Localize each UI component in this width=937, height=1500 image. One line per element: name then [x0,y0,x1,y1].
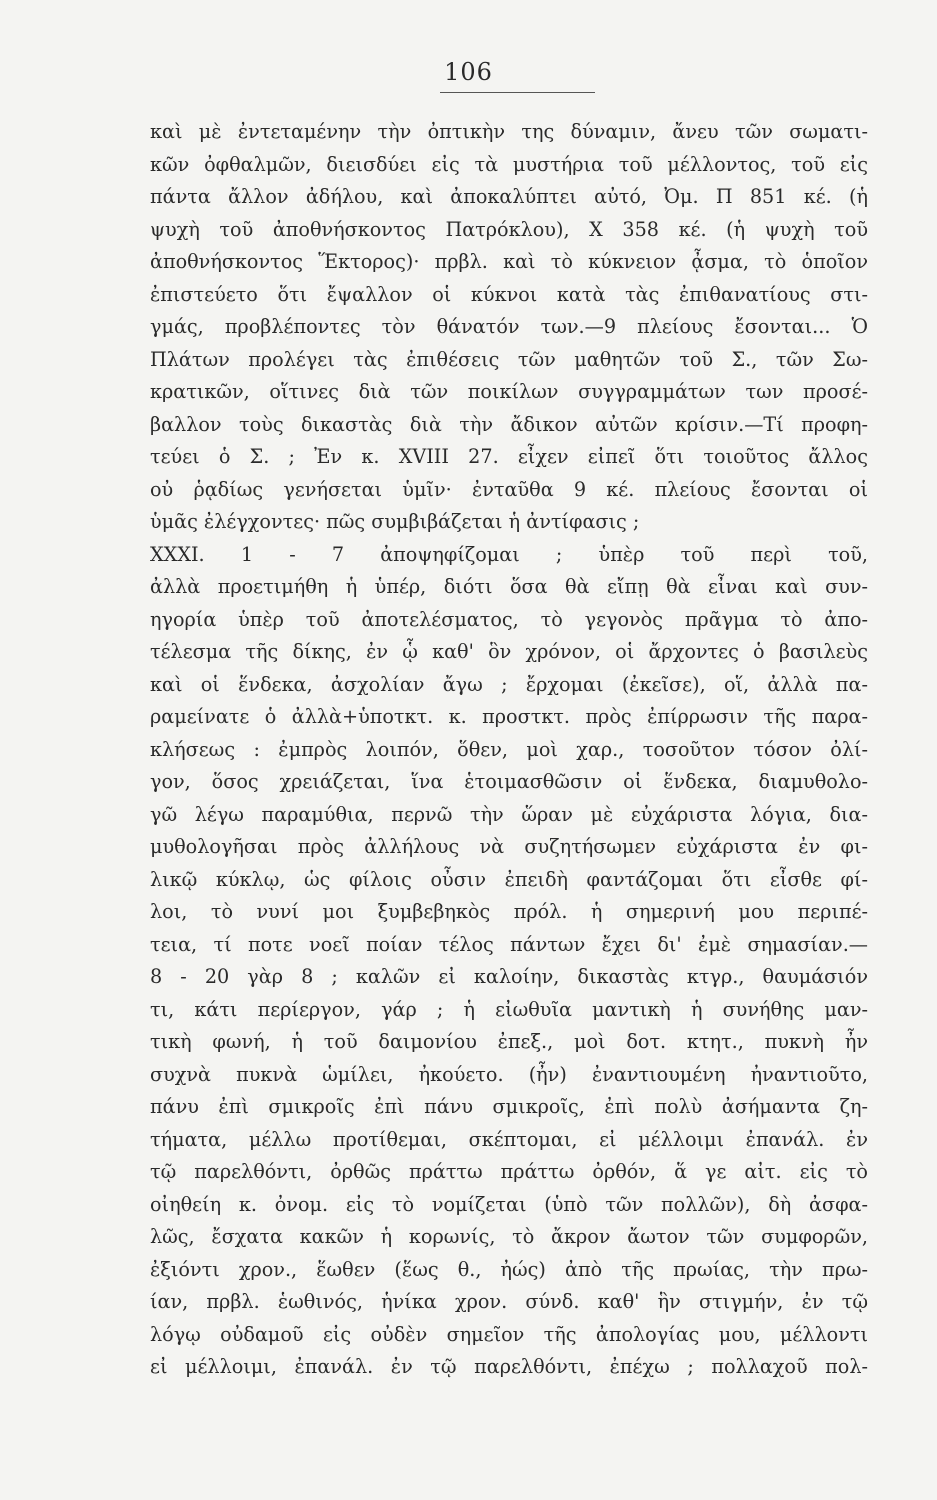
text-line: λικῷ κύκλῳ, ὡς φίλοις οὖσιν ἐπειδὴ φαντάζομαι ὅτι εἶσθε φί- [150,867,868,891]
text-line: τι, κάτι περίεργον, γάρ ; ἡ εἰωθυῖα μαντικὴ ἡ συνήθης μαν- [150,997,868,1021]
text-line: ἐπιστεύετο ὅτι ἔψαλλον οἱ κύκνοι κατὰ τὰς ἐπιθανατίους στι- [150,282,868,306]
text-line: ὑμᾶς ἐλέγχοντες· πῶς συμβιβάζεται ἡ ἀντίφασις ; [150,510,640,533]
text-line: γῶ λέγω παραμύθια, περνῶ τὴν ὥραν μὲ εὐχάριστα λόγια, δια- [150,802,868,826]
text-line: τεύει ὁ Σ. ; Ἐν κ. XVIII 27. εἶχεν εἰπεῖ ὅτι τοιοῦτος ἄλλος [150,445,868,468]
text-line: καὶ οἱ ἕνδεκα, ἀσχολίαν ἄγω ; ἔρχομαι (ἐκεῖσε), οἵ, ἀλλὰ πα- [150,672,868,696]
text-line: εἰ μέλλοιμι, ἐπανάλ. ἐν τῷ παρελθόντι, ἐπέχω ; πολλαχοῦ πολ- [150,1355,868,1378]
text-line: ηγορία ὑπὲρ τοῦ ἀποτελέσματος, τὸ γεγονὸς πρᾶγμα τὸ ἀπο- [150,607,868,631]
text-line: ἀλλὰ προετιμήθη ἡ ὑπέρ, διότι ὅσα θὰ εἴπῃ θὰ εἶναι καὶ συν- [150,575,868,598]
text-line: ψυχὴ τοῦ ἀποθνήσκοντος Πατρόκλου), Χ 358 κέ. (ἡ ψυχὴ τοῦ [150,217,868,241]
text-line: τήματα, μέλλω προτίθεμαι, σκέπτομαι, εἰ μέλλοιμι ἐπανάλ. ἐν [150,1127,868,1151]
page-number: 106 [444,58,493,86]
text-line: ίαν, πρβλ. ἑωθινός, ἡνίκα χρον. σύνδ. καθ' ἣν στιγμήν, ἐν τῷ [150,1290,868,1313]
text-line: κῶν ὀφθαλμῶν, διεισδύει εἰς τὰ μυστήρια τοῦ μέλλοντος, τοῦ εἰς [150,152,868,176]
text-line: βαλλον τοὺς δικαστὰς διὰ τὴν ἄδικον αὐτῶν κρίσιν.—Τί προφη- [150,412,868,436]
text-line: Πλάτων προλέγει τὰς ἐπιθέσεις τῶν μαθητῶν τοῦ Σ., τῶν Σω- [150,347,868,371]
text-line: οὐ ῥᾳδίως γενήσεται ὑμῖν· ἐνταῦθα 9 κέ. πλείους ἔσονται οἱ [150,477,868,501]
text-line: πάνυ ἐπὶ σμικροῖς ἐπὶ πάνυ σμικροῖς, ἐπὶ πολὺ ἀσήμαντα ζη- [150,1095,868,1118]
text-line: συχνὰ πυκνὰ ὡμίλει, ἠκούετο. (ἦν) ἐναντιουμένη ἠναντιοῦτο, [150,1062,868,1086]
text-line: ἀποθνήσκοντος Ἕκτορος)· πρβλ. καὶ τὸ κύκνειον ᾆσμα, τὸ ὁποῖον [150,250,868,273]
text-line: γμάς, προβλέποντες τὸν θάνατόν των.—9 πλείους ἔσονται... Ὁ [150,315,868,338]
text-line: 8 - 20 γὰρ 8 ; καλῶν εἰ καλοίην, δικαστὰς κτγρ., θαυμάσιόν [150,965,868,988]
text-line: καὶ μὲ ἐντεταμένην τὴν ὀπτικὴν της δύναμιν, ἄνευ τῶν σωματι- [150,120,868,143]
text-line: γον, ὅσος χρειάζεται, ἵνα ἑτοιμασθῶσιν οἱ ἕνδεκα, διαμυθολο- [150,770,868,793]
text-line: λῶς, ἔσχατα κακῶν ἡ κορωνίς, τὸ ἄκρον ἄωτον τῶν συμφορῶν, [150,1225,868,1248]
text-line: ραμείνατε ὁ ἀλλὰ+ὑποτκτ. κ. προστκτ. πρὸς ἐπίρρωσιν τῆς παρα- [150,705,868,728]
text-line: μυθολογῆσαι πρὸς ἀλλήλους νὰ συζητήσωμεν εὐχάριστα ἐν φι- [150,835,868,858]
header-rule [440,92,595,93]
text-line: οἰηθείη κ. ὀνομ. εἰς τὸ νομίζεται (ὑπὸ τῶν πολλῶν), δὴ ἀσφα- [150,1192,868,1216]
section-heading-line: XXXI. 1 - 7 ἀποψηφίζομαι ; ὑπὲρ τοῦ περὶ τοῦ, [150,542,868,566]
text-line: ἐξιόντι χρον., ἕωθεν (ἕως θ., ἠώς) ἀπὸ τῆς πρωίας, τὴν πρω- [150,1257,868,1281]
text-line: κρατικῶν, οἵτινες διὰ τῶν ποικίλων συγγραμμάτων των προσέ- [150,380,868,403]
text-line: κλήσεως : ἐμπρὸς λοιπόν, ὅθεν, μοὶ χαρ., τοσοῦτον τόσον ὀλί- [150,737,868,761]
text-line: τῷ παρελθόντι, ὀρθῶς πράττω πράττω ὀρθόν, ἅ γε αἰτ. εἰς τὸ [150,1160,868,1183]
body-text [150,116,868,1384]
text-line: λοι, τὸ νυνί μοι ξυμβεβηκὸς πρόλ. ἡ σημερινή μου περιπέ- [150,900,868,923]
text-line: πάντα ἄλλον ἀδήλου, καὶ ἀποκαλύπτει αὐτό, Ὀμ. Π 851 κέ. (ἡ [150,185,868,208]
text-line: τικὴ φωνή, ἡ τοῦ δαιμονίου ἐπεξ., μοὶ δοτ. κτητ., πυκνὴ ἦν [150,1030,868,1053]
text-line: τεια, τί ποτε νοεῖ ποίαν τέλος πάντων ἔχει δι' ἐμὲ σημασίαν.— [150,932,868,956]
text-line: λόγῳ οὐδαμοῦ εἰς οὐδὲν σημεῖον τῆς ἀπολογίας μου, μέλλοντι [150,1322,868,1346]
text-line: τέλεσμα τῆς δίκης, ἐν ᾧ καθ' ὃν χρόνον, οἱ ἄρχοντες ὁ βασιλεὺς [150,640,868,663]
